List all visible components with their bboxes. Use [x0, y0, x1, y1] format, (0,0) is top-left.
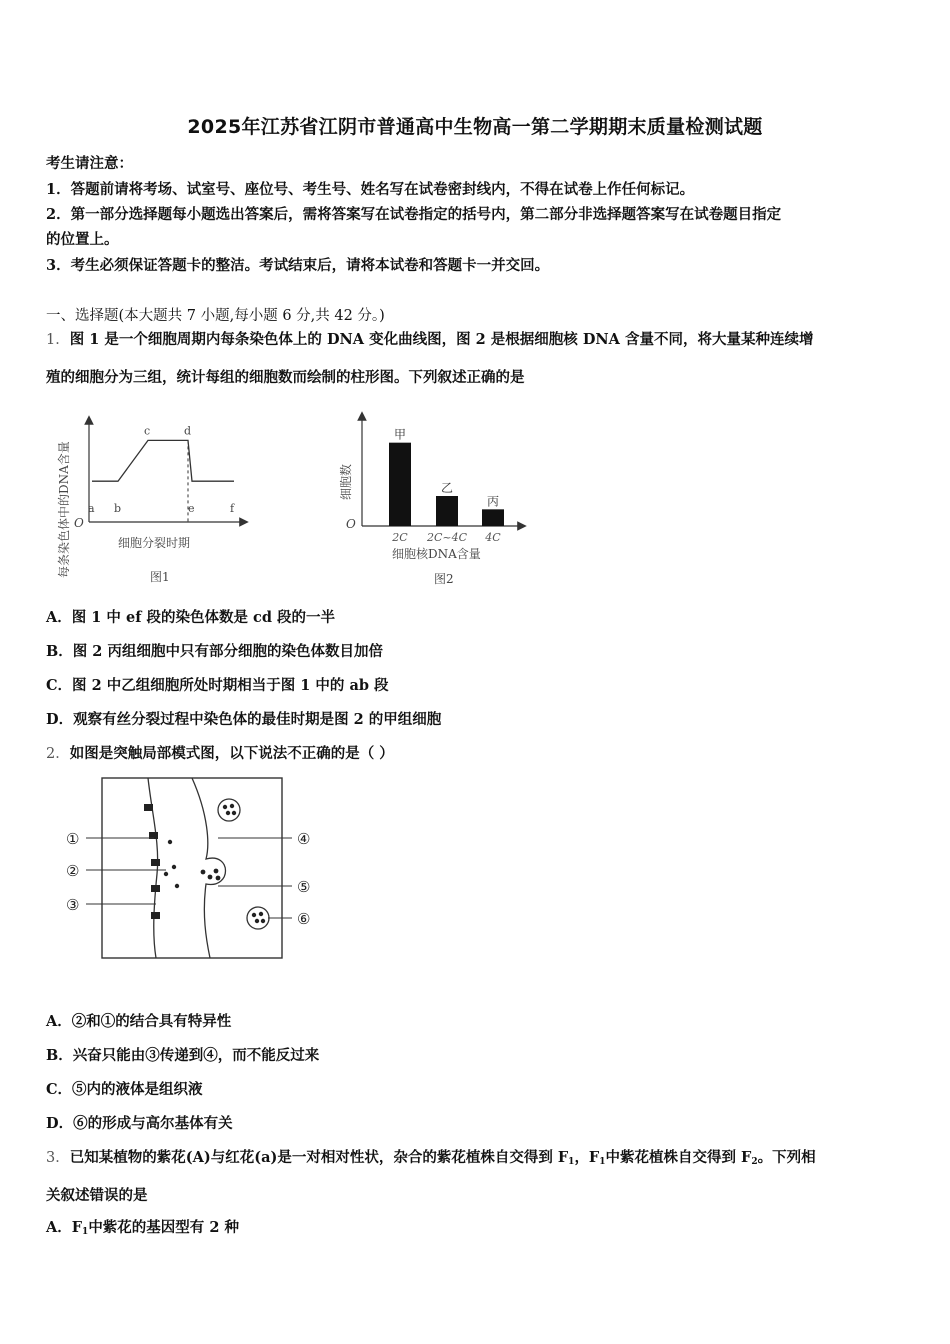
fig2-bar-label: 丙	[487, 494, 500, 509]
receptor	[151, 859, 160, 866]
q1-option-d[interactable]: D．观察有丝分裂过程中染色体的最佳时期是图 2 的甲组细胞	[46, 711, 442, 728]
fig1-point-label-f: f	[230, 502, 235, 515]
label-6: ⑥	[297, 910, 311, 928]
fig2-tick-label: 2C	[392, 531, 408, 544]
synaptic-vesicle	[247, 907, 269, 929]
fig1-point-label-b: b	[114, 502, 122, 515]
fig2-bar-label: 甲	[394, 427, 407, 442]
section-heading: 一、选择题(本大题共 7 小题,每小题 6 分,共 42 分。)	[46, 308, 385, 324]
notice-item: 3．考生必须保证答题卡的整洁。考试结束后，请将本试卷和答题卡一并交回。	[46, 257, 550, 274]
q2-number: 2．	[46, 746, 70, 762]
fig1-ylabel: 每条染色体中的DNA含量	[57, 441, 71, 578]
fig1-point-label-d: d	[184, 424, 192, 438]
q1-stem-line1: 图 1 是一个细胞周期内每条染色体上的 DNA 变化曲线图，图 2 是根据细胞核 DNA 含量不同，将大量某种连续增	[69, 331, 814, 348]
fig1-dna-line	[92, 440, 234, 481]
synapse-frame	[102, 778, 282, 958]
page-title: 2025年江苏省江阴市普通高中生物高一第二学期期末质量检测试题	[187, 116, 763, 138]
figure-2-cell-count-bars	[330, 408, 530, 588]
q2-stem-text: 如图是突触局部模式图，以下说法不正确的是（ ）	[69, 745, 394, 762]
notice-item: 的位置上。	[46, 231, 119, 248]
fig2-ylabel: 细胞数	[339, 463, 353, 500]
fig2-bar-甲	[389, 443, 411, 526]
receptor	[151, 885, 160, 892]
label-2: ②	[66, 862, 80, 880]
fig1-point-label-a: a	[88, 502, 95, 515]
receptor	[151, 912, 160, 919]
q3-stem: 3．已知某植物的紫花(A)与红花(a)是一对相对性状，杂合的紫花植株自交得到 $F_1$，$F_1$中紫花植株自交得到 $F_2$。下列相	[46, 1149, 816, 1167]
label-1: ①	[66, 830, 80, 848]
q1-option-a[interactable]: A．图 1 中 ef 段的染色体数是 cd 段的一半	[46, 609, 336, 626]
label-5: ⑤	[297, 878, 311, 896]
synaptic-vesicle	[218, 799, 240, 821]
notice-heading: 考生请注意：	[46, 155, 133, 172]
fig2-bar-乙	[436, 496, 458, 526]
fig2-origin: O	[346, 517, 356, 531]
fig2-tick-label: 4C	[485, 531, 501, 544]
q2-option-a[interactable]: A．②和①的结合具有特异性	[46, 1013, 232, 1030]
q1-number: 1．	[46, 332, 70, 348]
notice-item: 1．答题前请将考场、试室号、座位号、考生号、姓名写在试卷密封线内，不得在试卷上作任何标记。	[46, 181, 695, 198]
q2-option-d[interactable]: D．⑥的形成与高尔基体有关	[46, 1115, 233, 1132]
q3-stem-line2: 关叙述错误的是	[46, 1187, 148, 1204]
fig1-point-label-c: c	[144, 424, 151, 438]
q1-stem-line2: 殖的细胞分为三组，统计每组的细胞数而绘制的柱形图。下列叙述正确的是	[46, 369, 525, 386]
fig1-caption: 图1	[150, 570, 170, 584]
receptor	[144, 804, 153, 811]
fig2-tick-label: 2C~4C	[426, 531, 468, 544]
q3-number: 3．	[46, 1150, 70, 1166]
fig2-caption: 图2	[434, 572, 454, 586]
q1-stem	[46, 328, 813, 349]
q2-option-c[interactable]: C．⑤内的液体是组织液	[46, 1081, 203, 1098]
fig2-xlabel: 细胞核DNA含量	[392, 547, 481, 561]
q2-option-b[interactable]: B．兴奋只能由③传递到④，而不能反过来	[46, 1047, 320, 1064]
figure-synapse-diagram	[60, 774, 330, 964]
q3-option-a[interactable]: A．$F_1$中紫花的基因型有 2 种	[46, 1219, 239, 1237]
fig1-origin: O	[74, 516, 84, 530]
fig2-bar-label: 乙	[441, 481, 454, 495]
fig1-point-label-e: e	[188, 502, 195, 515]
label-3: ③	[66, 896, 80, 914]
figure-1-dna-curve	[52, 398, 252, 588]
notice-item: 2．第一部分选择题每小题选出答案后，需将答案写在试卷指定的括号内，第二部分非选择题答案写在试卷题目指定	[46, 206, 782, 223]
fig2-bar-丙	[482, 509, 504, 526]
q1-option-c[interactable]: C．图 2 中乙组细胞所处时期相当于图 1 中的 ab 段	[46, 677, 389, 694]
q1-option-b[interactable]: B．图 2 丙组细胞中只有部分细胞的染色体数目加倍	[46, 643, 383, 660]
postsynaptic-membrane	[192, 778, 226, 958]
label-4: ④	[297, 830, 311, 848]
q2-stem	[46, 742, 394, 763]
fig1-xlabel: 细胞分裂时期	[118, 536, 191, 550]
